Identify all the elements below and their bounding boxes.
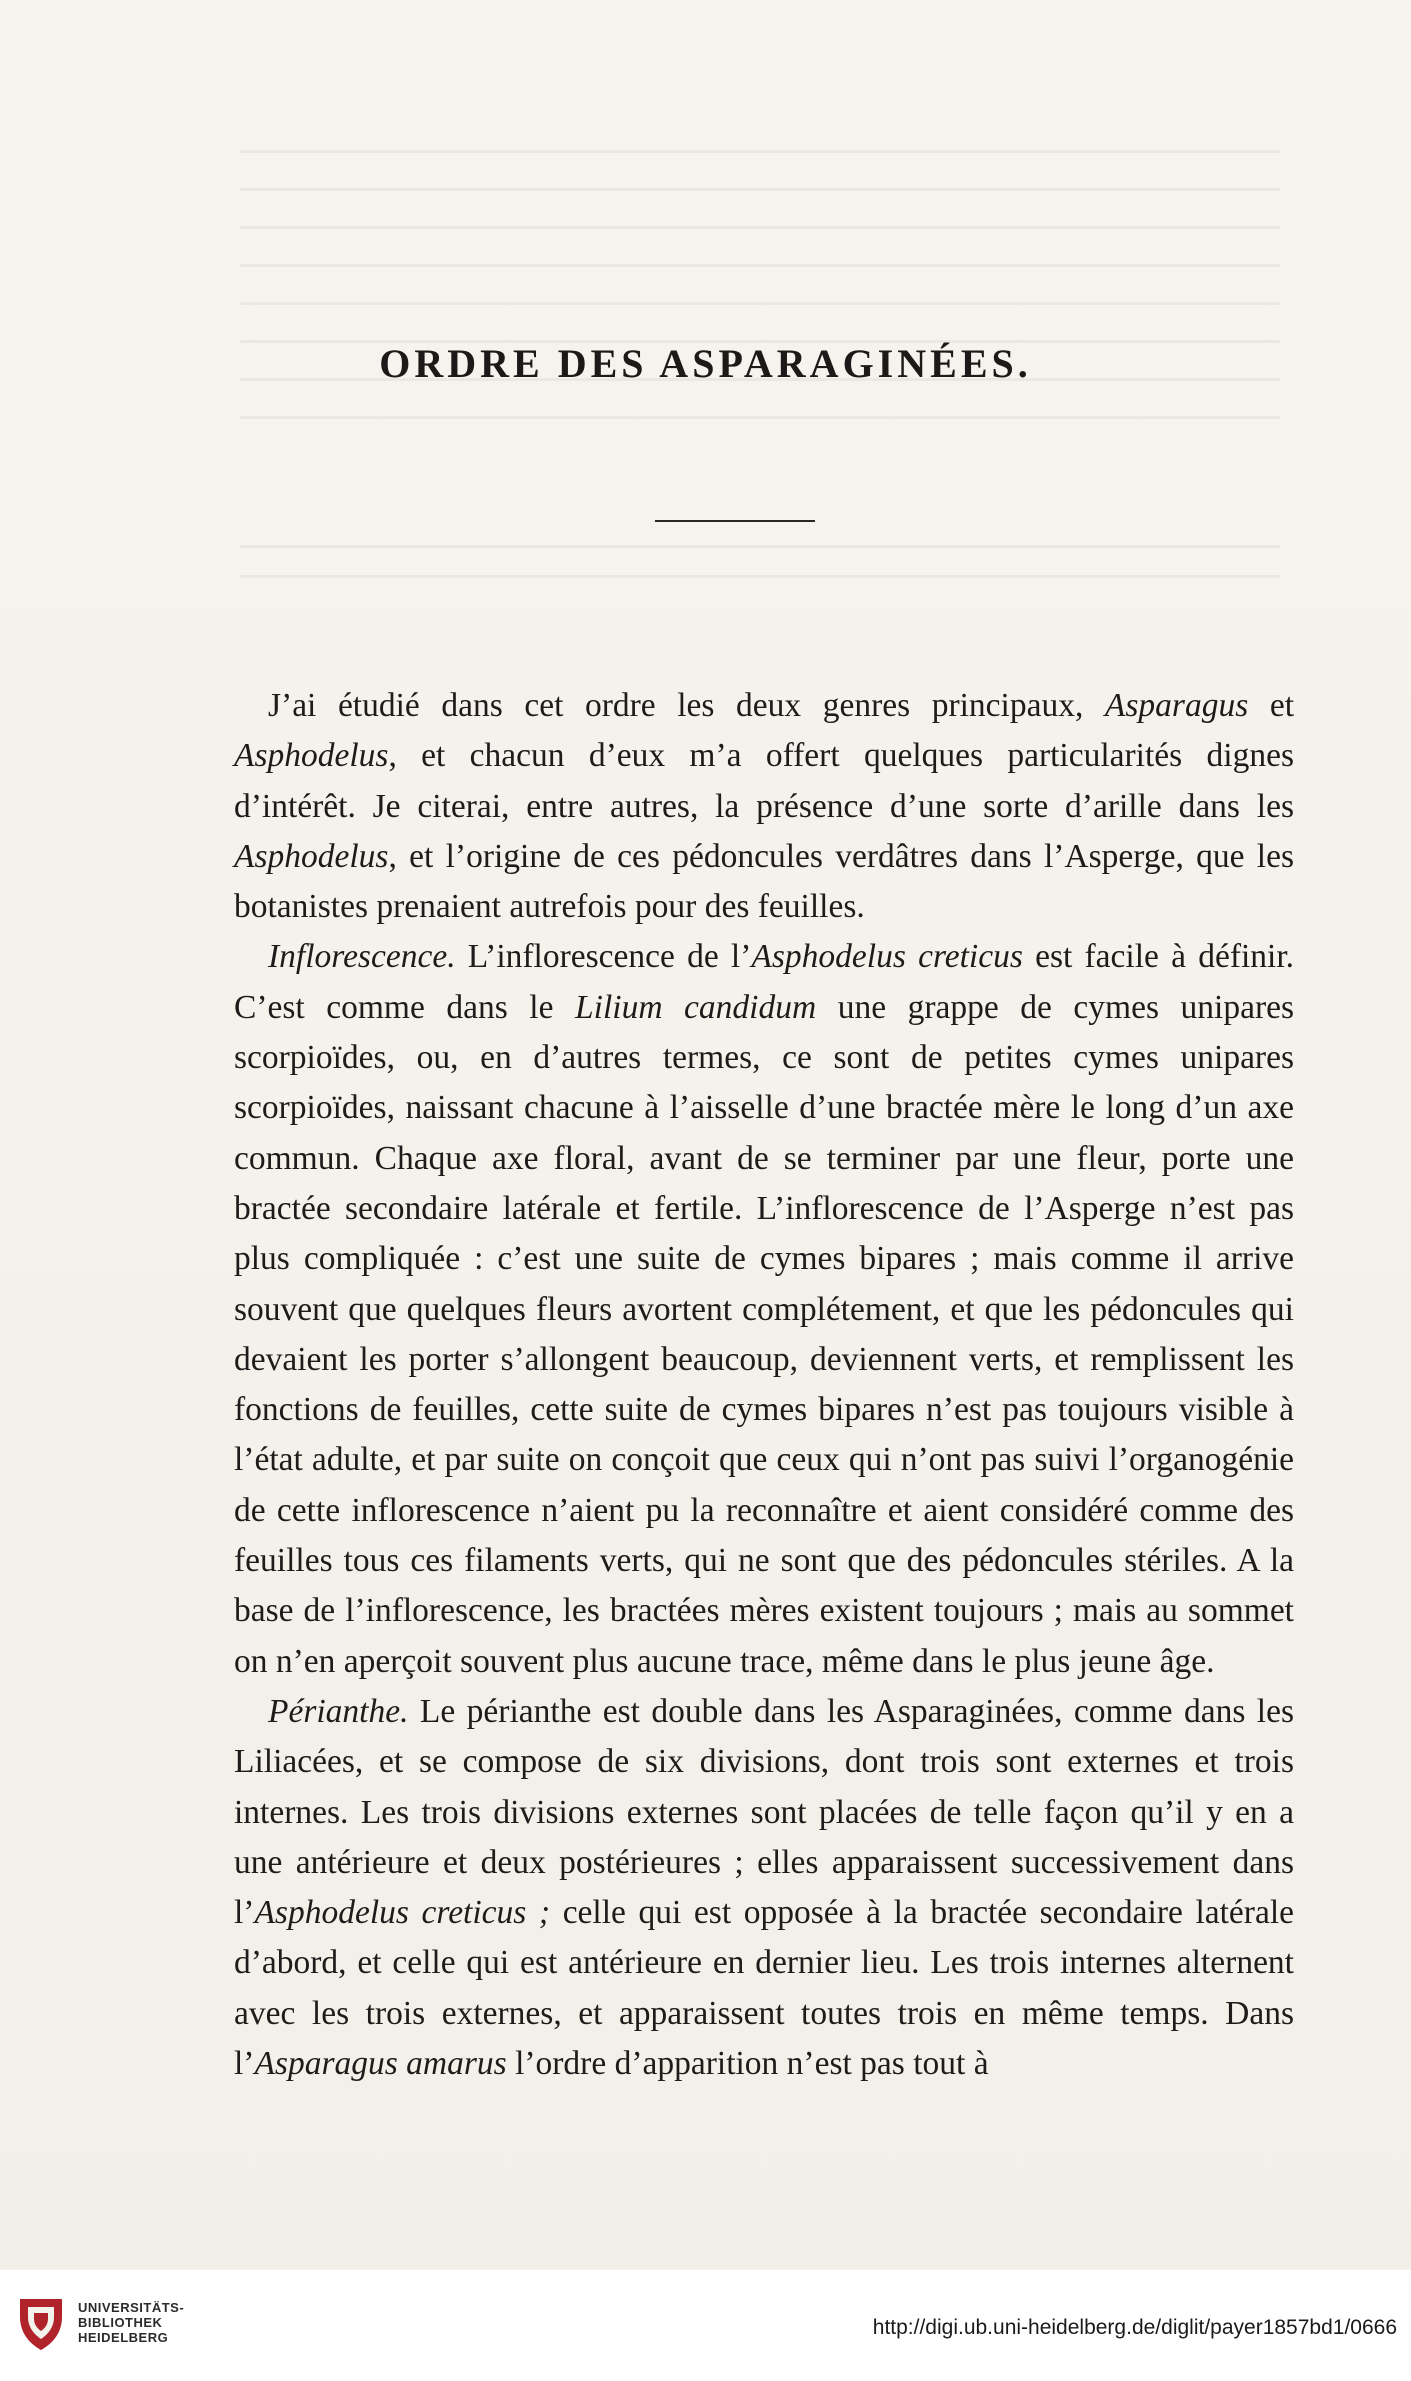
italic-run: Asphodelus — [234, 737, 389, 775]
paragraph — [234, 932, 1294, 1686]
italic-run: Asphodelus — [234, 837, 389, 875]
paragraph — [234, 681, 1294, 932]
text-run: est facile à définir. C’est comme dans le — [234, 938, 1295, 1026]
title-rule — [655, 520, 815, 522]
bleed-through-block-top — [240, 150, 1280, 440]
section-title: ORDRE DES ASPARAGINÉES. — [379, 341, 1032, 386]
italic-run: Asphodelus creticus ; — [254, 1894, 551, 1932]
paragraph — [234, 1687, 1294, 2089]
text-run: et — [1248, 687, 1294, 724]
library-name-line-3: HEIDELBERG — [78, 2330, 169, 2345]
text-run: , et l’origine de ces pédoncules verdâtres dans l’Asperge, que les botanistes prenaient autrefois pour des feuilles. — [234, 837, 1294, 926]
text-run: une grappe de cymes unipares scorpioïdes, ou, en d’autres termes, ce sont de petites cymes unipares scorpioïdes, naissant chacune à l’aisselle d’une bractée mère le long d’un axe commun. Chaque axe floral, avant de se terminer par une fleur, porte une bractée secondaire latérale et fertile. L’inflorescence de l’Asperge n’est pas plus compliquée : c’est une suite de cymes bipares ; mais comme il arrive souvent que quelques fleurs avortent complétement, et que les pédoncules qui devaient les porter s’allongent beaucoup, deviennent verts, et remplissent les fonctions de feuilles, cette suite de cymes bipares n’est pas toujours visible à l’état adulte, et par suite on conçoit que ceux qui n’ont pas suivi l’organogénie de cette inflorescence n’aient pu la reconnaître et aient considéré comme des feuilles tous ces filaments verts, qui ne sont que des pédoncules stériles. A la base de l’inflorescence, les bractées mères existent toujours ; mais au sommet on n’en aperçoit souvent plus aucune trace, même dans le plus jeune âge. — [234, 988, 1295, 1680]
text-run: celle qui est opposée à la bractée secondaire latérale d’abord, et celle qui est antérieure en dernier lieu. Les trois internes alternent avec les trois externes, et apparaissent toutes trois en même temps. Dans l’ — [234, 1894, 1295, 2083]
library-name-line-1: UNIVERSITÄTS- — [78, 2300, 185, 2315]
bleed-through-block-mid — [240, 545, 1280, 605]
library-name — [78, 2300, 184, 2345]
italic-run: Périanthe. — [268, 1692, 409, 1730]
italic-run: Asparagus — [1104, 687, 1249, 724]
permalink-url[interactable]: http://digi.ub.uni-heidelberg.de/diglit/payer1857bd1/0666 — [872, 2316, 1397, 2339]
body-text — [234, 681, 1294, 2089]
text-run: l’ordre d’apparition n’est pas tout à — [506, 2045, 989, 2083]
italic-run: Asphodelus creticus — [751, 938, 1023, 976]
library-name-line-2: BIBLIOTHEK — [78, 2315, 163, 2330]
text-run: , et chacun d’eux m’a offert quelques particularités dignes d’intérêt. Je citerai, entre autres, la présence d’une sorte d’arille dans les — [234, 737, 1294, 825]
library-logo-icon — [14, 2295, 68, 2353]
text-run: L’inflorescence de l’ — [455, 938, 752, 976]
text-run: Le périanthe est double dans les Asparaginées, comme dans les Liliacées, et se compose de six divisions, dont trois sont externes et trois internes. Les trois divisions externes sont placées de telle façon qu’il y en a une antérieure et deux postérieures ; elles apparaissent successivement dans l’ — [234, 1692, 1294, 1932]
italic-run: Lilium candidum — [575, 988, 817, 1026]
text-run: J’ai étudié dans cet ordre les deux genres principaux, — [268, 687, 1105, 724]
italic-run: Inflorescence. — [268, 938, 456, 976]
italic-run: Asparagus amarus — [254, 2045, 507, 2083]
